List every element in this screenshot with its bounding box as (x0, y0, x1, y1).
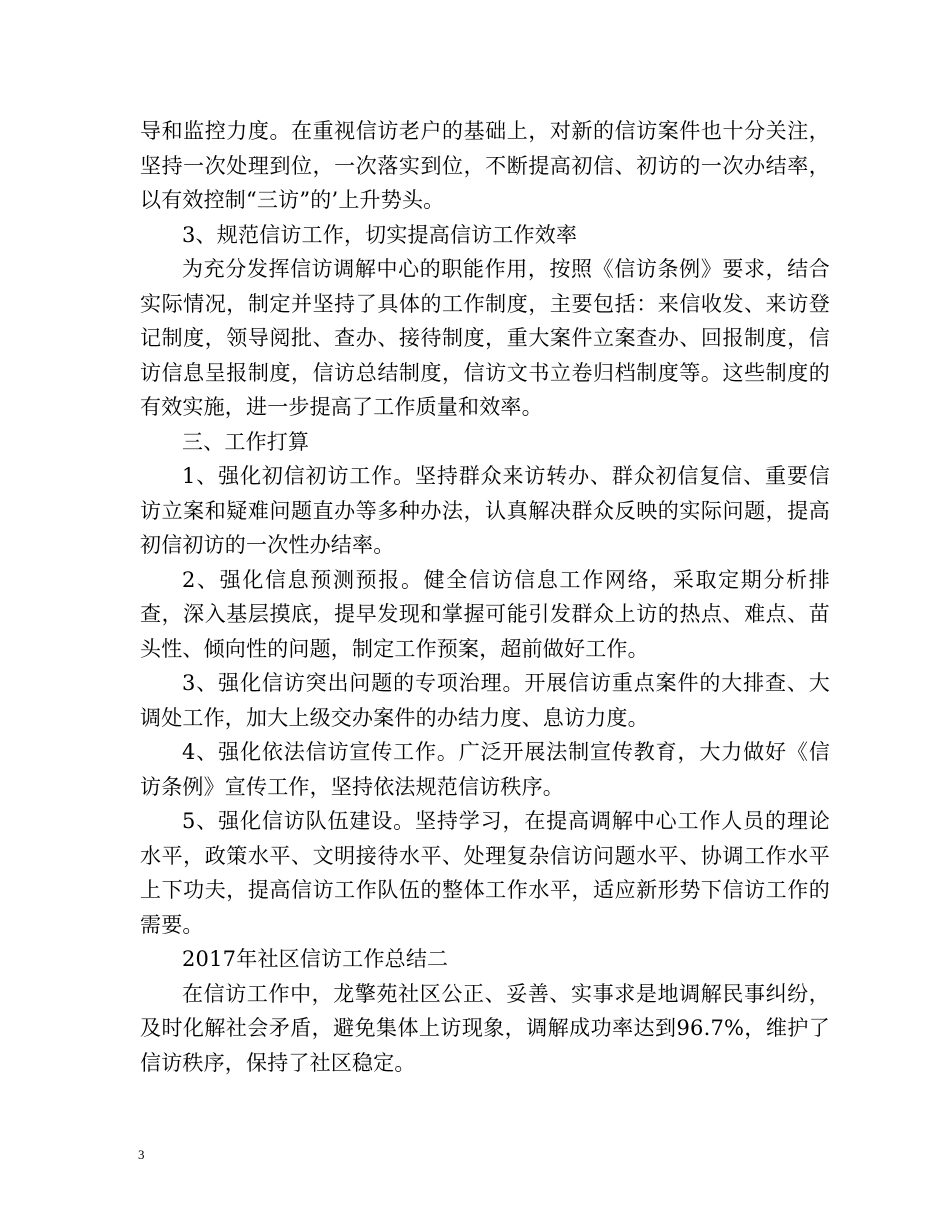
page-number: 3 (138, 1147, 145, 1162)
paragraph-7: 3、强化信访突出问题的专项治理。开展信访重点案件的大排查、大调处工作，加大上级交办案件的办结力度、息访力度。 (140, 671, 830, 730)
paragraph-3: 为充分发挥信访调解中心的职能作用，按照《信访条例》要求，结合实际情况，制定并坚持了具体的工作制度，主要包括：来信收发、来访登记制度，领导阅批、查办、接待制度，重大案件立案查办、回报制度，信访信息呈报制度，信访总结制度，信访文书立卷归档制度等。这些制度的有效实施，进一步提高了工作质量和效率。 (140, 257, 830, 419)
paragraph-1: 导和监控力度。在重视信访老户的基础上，对新的信访案件也十分关注，坚持一次处理到位，一次落实到位，不断提高初信、初访的一次办结率，以有效控制“三访”的’上升势头。 (140, 119, 830, 212)
paragraph-11: 在信访工作中，龙擎苑社区公正、妥善、实事求是地调解民事纠纷，及时化解社会矛盾，避免集体上访现象，调解成功率达到96.7%，维护了信访秩序，保持了社区稳定。 (140, 981, 830, 1075)
paragraph-8: 4、强化依法信访宣传工作。广泛开展法制宣传教育，大力做好《信访条例》宣传工作，坚持依法规范信访秩序。 (140, 740, 830, 799)
paragraph-4: 三、工作打算 (182, 429, 310, 454)
paragraph-10: 2017年社区信访工作总结二 (182, 947, 449, 971)
paragraph-6: 2、强化信息预测预报。健全信访信息工作网络，采取定期分析排查，深入基层摸底，提早发现和掌握可能引发群众上访的热点、难点、苗头性、倾向性的问题，制定工作预案，超前做好工作。 (140, 567, 830, 661)
paragraph-2: 3、规范信访工作，切实提高信访工作效率 (182, 222, 578, 247)
paragraph-9: 5、强化信访队伍建设。坚持学习，在提高调解中心工作人员的理论水平，政策水平、文明接待水平、处理复杂信访问题水平、协调工作水平上下功夫，提高信访工作队伍的整体工作水平，适应新形势下信访工作的需要。 (140, 809, 830, 937)
document-body (140, 114, 830, 1080)
paragraph-5: 1、强化初信初访工作。坚持群众来访转办、群众初信复信、重要信访立案和疑难问题直办等多种办法，认真解决群众反映的实际问题，提高初信初访的一次性办结率。 (140, 464, 830, 557)
